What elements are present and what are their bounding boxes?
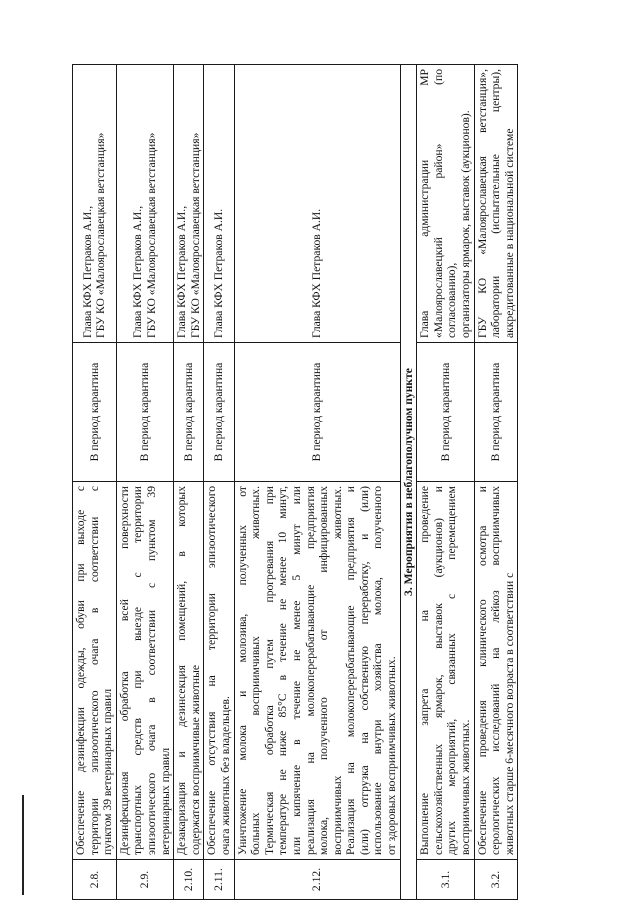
table-row <box>204 65 234 900</box>
measure-line: эпизоотического очага в соответствии с пунктом 39 <box>144 486 158 855</box>
measure-line: Обеспечение проведения клинического осмотра и <box>475 486 489 855</box>
table-body <box>73 65 518 900</box>
responsible-line: «Малоярославецкий район» (по <box>431 69 445 338</box>
measure-line: восприимчивых животных. <box>459 719 473 855</box>
measure-line: Обеспечение дезинфекции одежды, обуви при выходе с <box>74 486 87 855</box>
deadline: В период карантина <box>116 343 173 482</box>
measure-text <box>73 482 117 860</box>
responsible <box>204 65 234 343</box>
measure-line: транспортных средств при выезде с территории <box>131 486 145 855</box>
responsible-line: Глава КФХ Петраков А.И., <box>131 205 145 338</box>
measure-line: сельскохозяйственных ярмарок, выставок (аукционов) и <box>431 486 445 855</box>
table-row <box>73 65 117 900</box>
measure-text <box>116 482 173 860</box>
responsible <box>116 65 173 343</box>
measure-line: реализация на молокоперерабатывающие предприятия <box>303 486 317 855</box>
responsible <box>417 65 474 343</box>
row-number: 3.2. <box>474 860 518 900</box>
measure-text <box>204 482 234 860</box>
row-number: 2.8. <box>73 860 117 900</box>
table-row <box>474 65 518 900</box>
measure-line: Выполнение запрета на проведение <box>418 486 432 855</box>
responsible-line: Глава КФХ Петраков А.И. <box>212 208 226 338</box>
table-row <box>174 65 204 900</box>
responsible-line: лаборатории (испытательные центры), <box>489 69 503 338</box>
responsible-line: организаторы ярмарок, выставок (аукционов). <box>459 110 473 338</box>
responsible-line: аккредитованные в национальной системе <box>502 128 516 338</box>
measure-line: или кипячение в течение не менее 5 минут или <box>289 486 303 855</box>
section-row <box>400 65 417 900</box>
measure-line: животных старше 6-месячного возраста в соответствии с <box>502 572 516 855</box>
row-number: 2.10. <box>174 860 204 900</box>
deadline: В период карантина <box>204 343 234 482</box>
table-row <box>417 65 474 900</box>
measure-line: Дезакаризация и дезинсекция помещений, в которых <box>175 486 189 855</box>
measure-line: от здоровых восприимчивых животных. <box>385 656 399 855</box>
measure-line: Реализация на молокоперерабатывающие предприятия и <box>344 486 358 855</box>
measure-line: очага животных без владельцев. <box>218 696 232 855</box>
deadline: В период карантина <box>73 343 117 482</box>
measures-table <box>72 64 518 900</box>
deadline: В период карантина <box>417 343 474 482</box>
measure-line: восприимчивых животных. <box>330 486 344 855</box>
table-row <box>116 65 173 900</box>
row-number: 2.11. <box>204 860 234 900</box>
measure-line: ветеринарных правил <box>158 747 172 855</box>
measure-line: других мероприятий, связанных с перемещением <box>445 486 459 855</box>
responsible-line: согласованию), <box>445 262 459 338</box>
deadline: В период карантина <box>234 343 400 482</box>
measure-line: содержатся восприимчивые животные <box>188 664 202 855</box>
measure-line: больных восприимчивых животных. <box>249 486 263 855</box>
section-heading: 3. Мероприятия в неблагополучном пункте <box>400 65 417 900</box>
responsible-line: ГБУ КО «Малоярославецкая ветстанция», <box>475 69 489 338</box>
responsible <box>174 65 204 343</box>
row-number: 3.1. <box>417 860 474 900</box>
responsible <box>474 65 518 343</box>
measure-text <box>474 482 518 860</box>
measure-text <box>417 482 474 860</box>
table-row <box>234 65 400 900</box>
responsible-line: ГБУ КО «Малоярославецкая ветстанция» <box>188 132 202 338</box>
measure-text <box>174 482 204 860</box>
measure-line: (или) отгрузка на собственную переработку, и (или) <box>357 486 371 855</box>
responsible <box>234 65 400 343</box>
margin-rule <box>22 795 24 895</box>
deadline: В период карантина <box>474 343 518 482</box>
responsible <box>73 65 117 343</box>
measure-line: температуре не ниже 85°С в течение не менее 10 минут, <box>276 486 290 855</box>
measure-line: Уничтожение молока и молозива, полученных от <box>235 486 249 855</box>
responsible-line: Глава КФХ Петраков А.И., <box>80 205 94 338</box>
measure-text <box>234 482 400 860</box>
row-number: 2.9. <box>116 860 173 900</box>
measure-line: территории эпизоотического очага в соответствии с <box>87 486 101 855</box>
responsible-line: Глава КФХ Петраков А.И., <box>175 205 189 338</box>
measure-line: Дезинфекционая обработка всей поверхности <box>117 486 131 855</box>
measure-line: серологических исследований на лейкоз восприимчивых <box>489 486 503 855</box>
responsible-line: ГБУ КО «Малоярославецкая ветстанция» <box>94 132 108 338</box>
measure-line: использование внутри хозяйства молока, полученного <box>371 486 385 855</box>
row-number: 2.12. <box>234 860 400 900</box>
measure-line: молока, полученного от инфицированных <box>317 486 331 855</box>
responsible-line: ГБУ КО «Малоярославецкая ветстанция» <box>144 132 158 338</box>
measure-line: пунктом 39 ветеринарных правил <box>101 688 115 855</box>
measure-line: Термическая обработка путем прогревания при <box>262 486 276 855</box>
deadline: В период карантина <box>174 343 204 482</box>
responsible-line: Глава КФХ Петраков А.И. <box>310 208 324 338</box>
measure-line: Обеспечение отсутствия на территории эпизоотического <box>205 486 219 855</box>
responsible-line: Глава администрации МР <box>418 69 432 338</box>
